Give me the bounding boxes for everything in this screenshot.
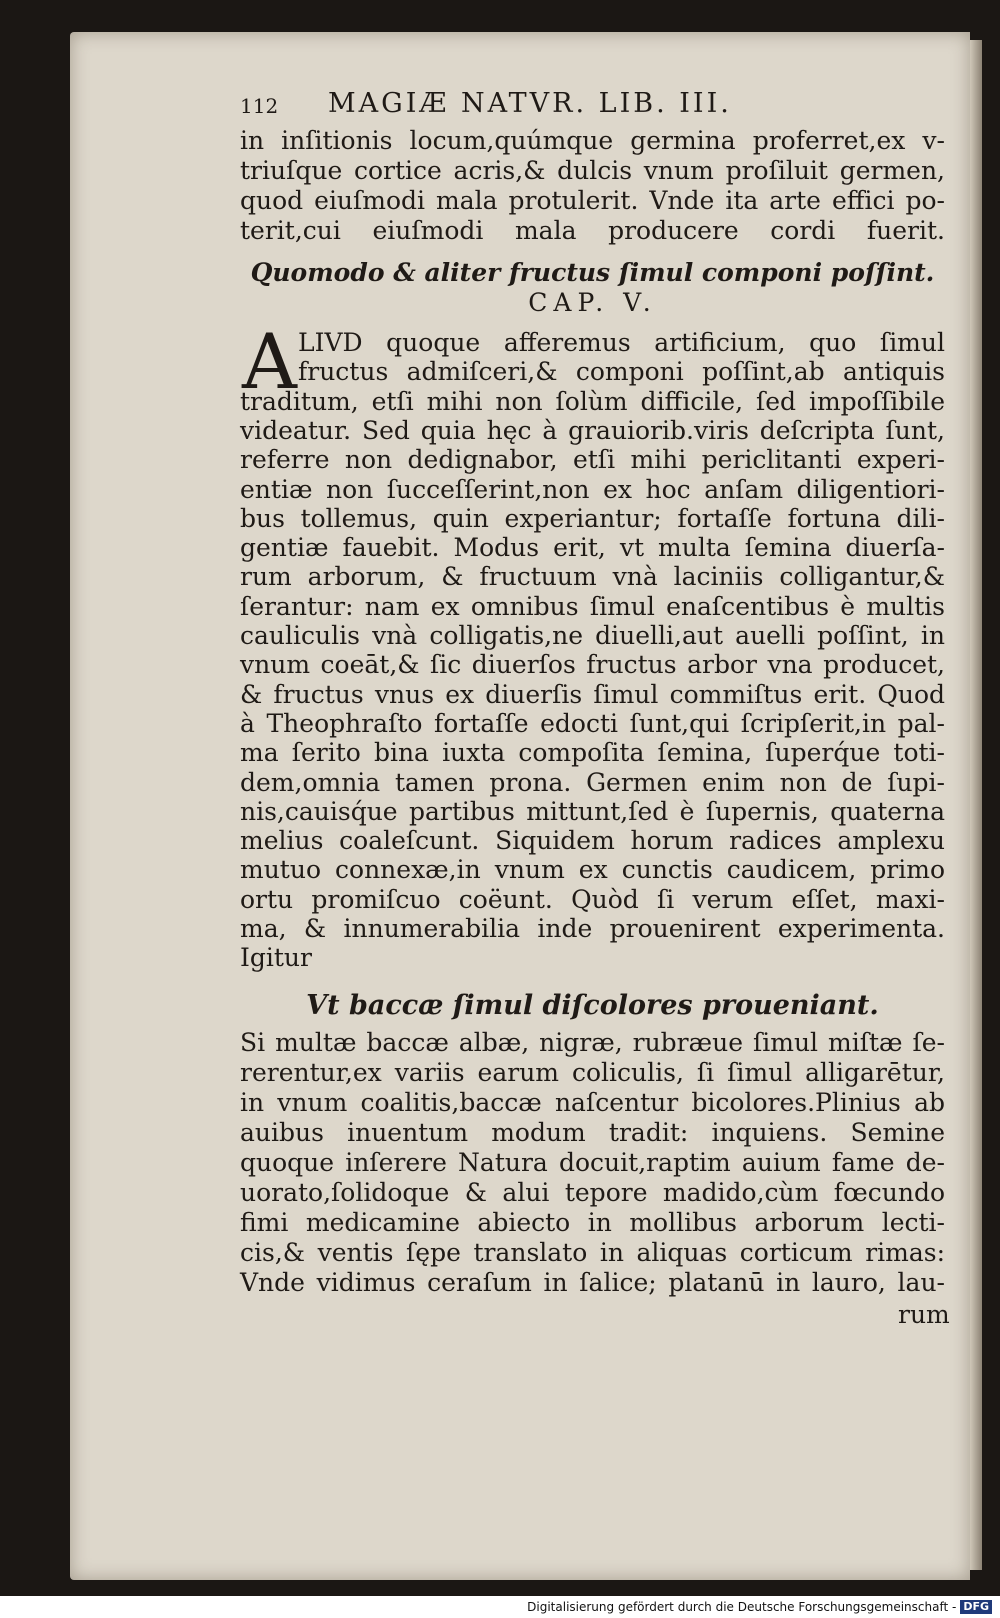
drop-cap: A [242, 317, 297, 406]
text-line: auibus inuentum modum tradit: inquiens. Semine [240, 1118, 945, 1147]
text-line: mutuo connexæ,in vnum ex cunctis caudicem, primo [240, 855, 945, 885]
running-head [240, 88, 945, 124]
text-line: ſerantur: nam ex omnibus ſimul enaſcentibus è multis [240, 591, 945, 621]
text-line: ortu promiſcuo coëunt. Quòd ſi verum eſſet, maxi- [240, 884, 945, 914]
text-line: fructus admiſceri,& componi poſſint,ab antiquis [298, 357, 945, 387]
text-line: rerentur,ex variis earum coliculis, ſi ſimul alligarētur, [240, 1058, 945, 1087]
text-line: dem,omnia tamen prona. Germen enim non de ſupi- [240, 767, 945, 797]
dfg-logo: DFG [960, 1600, 992, 1614]
page-edge [970, 40, 982, 1570]
text-line: videatur. Sed quia hęc à grauiorib.viris deſcripta ſunt, [240, 415, 945, 445]
text-line: terit,cui eiuſmodi mala producere cordi fuerit. [240, 216, 945, 245]
digitization-footer [527, 1598, 992, 1616]
text-line: quoque inſerere Natura docuit,raptim auium fame de- [240, 1148, 945, 1177]
text-line: in inſitionis locum,quúmque germina proferret,ex v- [240, 126, 945, 155]
text-line: referre non dedignabor, etſi mihi periclitanti experi- [240, 445, 945, 475]
text-line: in vnum coalitis,baccæ naſcentur bicolores.Plinius ab [240, 1088, 945, 1117]
text-line: rum arborum, & fructuum vnà laciniis colligantur,& [240, 562, 945, 592]
text-line: quod eiuſmodi mala protulerit. Vnde ita arte effici po- [240, 186, 945, 215]
text-line: LIVD quoque afferemus artificium, quo ſimul [298, 328, 945, 357]
running-head-title: MAGIÆ NATVR. LIB. III. [328, 88, 732, 119]
text-line: entiæ non ſucceſſerint,non ex hoc anſam diligentiori- [240, 474, 945, 504]
text-line: Vnde vidimus ceraſum in ſalice; platanū in lauro, lau- [240, 1268, 945, 1297]
text-line: ma, & innumerabilia inde prouenirent experimenta. [240, 914, 945, 943]
text-line: cis,& ventis ſępe translato in aliquas corticum rimas: [240, 1238, 945, 1267]
text-line: melius coaleſcunt. Siquidem horum radices amplexu [240, 826, 945, 856]
chapter-number: CAP. V. [528, 288, 657, 317]
text-line: uorato,ſolidoque & alui tepore madido,cùm fœcundo [240, 1178, 945, 1207]
text-line: ma ſerito bina iuxta compoſita ſemina, ſuperq́ue toti- [240, 738, 945, 768]
text-line: vnum coeāt,& ſic diuerſos fructus arbor vna producet, [240, 650, 945, 680]
section-heading-2: Vt baccæ ſimul diſcolores proueniant. [306, 990, 879, 1021]
text-line: traditum, etſi mihi non ſolùm difficile, ſed impoſſibile [240, 386, 945, 416]
footer-text: Digitalisierung gefördert durch die Deutsche Forschungsgemeinschaft - [527, 1600, 957, 1614]
text-line: gentiæ fauebit. Modus erit, vt multa ſemina diuerſa- [240, 533, 945, 563]
catchword: rum [898, 1300, 950, 1329]
text-line: à Theophraſto fortaſſe edocti ſunt,qui ſcripſerit,in pal- [240, 708, 945, 738]
text-line: fimi medicamine abiecto in mollibus arborum lecti- [240, 1208, 945, 1237]
text-line: bus tollemus, quin experiantur; fortaſſe fortuna dili- [240, 503, 945, 533]
section-heading-1: Quomodo & aliter fructus ſimul componi poſſint. [250, 258, 935, 287]
text-line: triuſque cortice acris,& dulcis vnum proſiluit germen, [240, 156, 945, 185]
text-line: nis,cauisq́ue partibus mittunt,ſed è ſupernis, quaterna [240, 796, 945, 826]
text-line: & fructus vnus ex diuerſis ſimul commiſtus erit. Quod [240, 679, 945, 709]
text-line: Si multæ baccæ albæ, nigræ, rubræue ſimul miſtæ ſe- [240, 1028, 945, 1057]
text-line: Igitur [240, 943, 312, 973]
page-number: 112 [240, 94, 279, 118]
text-line: cauliculis vnà colligatis,ne diuelli,aut auelli poſſint, in [240, 621, 945, 650]
